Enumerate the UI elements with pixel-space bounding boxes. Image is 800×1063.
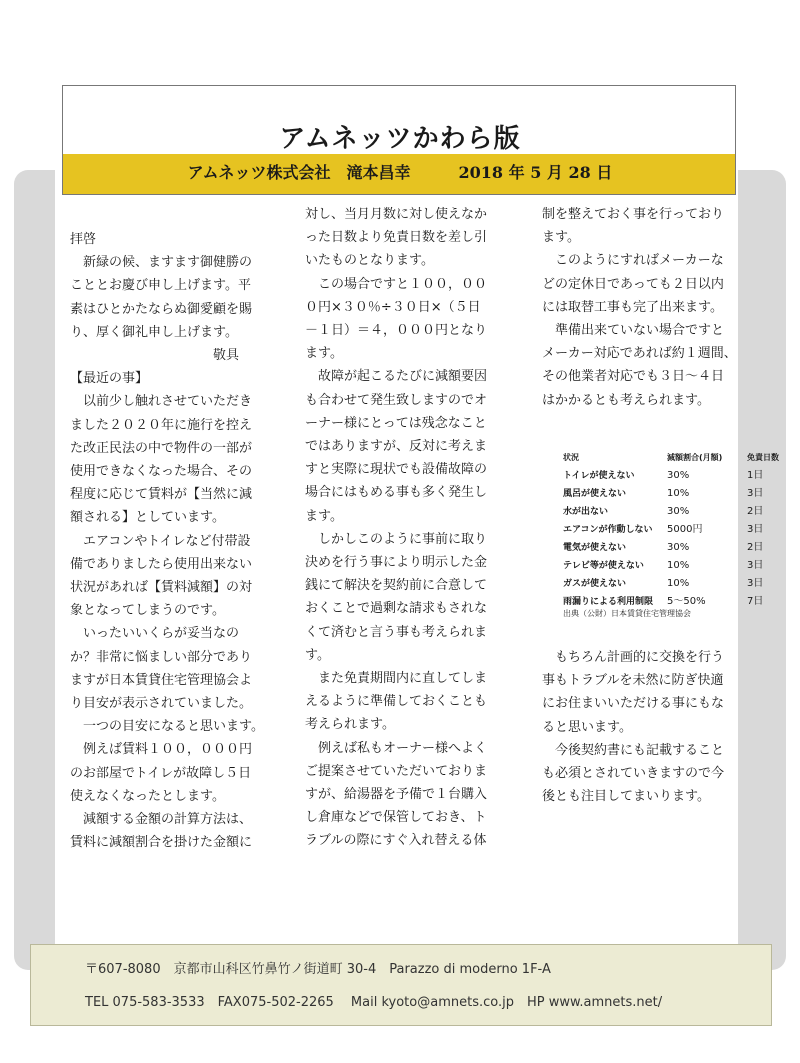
table-cell: 5～50% [667,596,706,607]
table-cell: 30% [667,506,690,517]
table-cell: 水が出ない [563,507,609,517]
text-line: も合わせて発生致しますのでオ [305,392,488,408]
newsletter-title: アムネッツかわら版 [279,124,521,154]
text-line: 以前少し触れさせていただき [70,394,253,410]
table-cell: トイレが使えない [563,471,635,481]
footer-address: 〒607-8080 京都市山科区竹鼻竹ノ街道町 30-4 Parazzo di moderno 1F-A [85,962,551,977]
table-cell: 10% [667,578,690,589]
table-cell: 30% [667,542,690,553]
text-line: 銭にて解決を契約前に合意して [305,578,488,594]
text-line: 減額する金額の計算方法は、 [70,812,253,828]
table-cell: 3日 [747,560,764,571]
text-line: 対し、当月月数に対し使えなか [305,207,488,222]
text-line: り、厚く御礼申し上げます。 [70,324,238,340]
text-line: 備でありましたら使用出来ない [70,556,253,572]
article-column-3-bottom [542,646,772,808]
table-header-situation: 状況 [563,453,579,462]
text-line: 後とも注目してまいります。 [542,789,710,805]
text-line: おくことで過剰な請求もされな [305,601,488,617]
text-line: 程度に応じて賃料が【当然に減 [70,487,253,503]
text-line: エアコンやトイレなど付帯設 [70,533,251,549]
table-cell: テレビ等が使えない [563,561,644,571]
table-cell: 2日 [747,542,764,553]
text-line: また免責期間内に直してしま [305,671,488,687]
text-line: ーナー様にとっては残念なこと [305,415,487,431]
text-line: 賃料に減額割合を掛けた金額に [70,835,253,851]
text-line: 敬具 [70,348,240,364]
article-column-1 [70,228,300,854]
text-line: 一つの目安になると思います。 [70,719,264,735]
table-header-exempt-days: 免責日数 [747,453,779,462]
text-line: こととお慶び申し上げます。平 [70,278,251,294]
text-line: しかしこのように事前に取り [305,531,488,547]
table-cell: 7日 [747,596,764,607]
text-line: このようにすればメーカーな [542,253,724,269]
table-cell: 10% [667,488,690,499]
text-line: ご提案させていただいておりま [305,763,488,779]
text-line: もちろん計画的に交換を行う [542,650,725,665]
text-line: いたものとなります。 [305,253,434,269]
table-cell: 5000円 [667,524,703,535]
byline-text: アムネッツ株式会社 滝本昌幸 2018 年 5 月 28 日 [187,163,613,182]
text-line: か？非常に悩ましい部分であり [70,649,253,665]
text-line: ます。 [542,230,580,246]
text-line: その他業者対応でも３日～４日 [542,369,725,385]
text-line: 例えば賃料１００，０００円 [70,742,253,758]
text-line: 事もトラブルを未然に防ぎ快適 [542,673,724,689]
text-line: 状況があれば【賃料減額】の対 [70,580,253,596]
text-line: 例えば私もオーナー様へよく [305,740,488,756]
text-line: った日数より免責日数を差し引 [305,230,488,246]
table-cell: 3日 [747,524,764,535]
text-line: ます。 [305,346,343,362]
text-line: 額される】としています。 [70,510,225,526]
text-line: も必須とされていきますので今 [542,766,725,782]
footer-box [30,944,772,1026]
text-line: り目安が表示されていました。 [70,696,253,712]
table-cell: 電気が使えない [563,543,627,553]
text-line: ると思います。 [542,719,632,735]
table-cell: 1日 [747,470,764,481]
table-cell: 雨漏りによる利用制限 [563,597,654,607]
text-line: にお住まいいただける事にもな [542,696,725,712]
text-line: し倉庫などで保管しておき、ト [305,810,487,826]
text-line: 拝啓 [70,232,97,247]
table-cell: 風呂が使えない [563,489,627,499]
text-line: ラブルの際にすぐ入れ替える体 [305,833,487,849]
table-cell: 30% [667,470,690,481]
text-line: す。 [305,647,330,663]
table-cell: エアコンが作動しない [563,525,653,535]
text-line: くて済むと言う事も考えられま [305,624,488,640]
text-line: 使えなくなったとします。 [70,788,225,804]
text-line: えるように準備しておくことも [305,694,488,710]
text-line: はかかるとも考えられます。 [542,392,710,408]
text-line: 考えられます。 [305,717,395,733]
text-line: すと実際に現状でも設備故障の [305,462,488,478]
article-column-2 [305,203,535,853]
text-line: すが、給湯器を予備で１台購入 [305,787,488,803]
text-line: のお部屋でトイレが故障し５日 [70,765,252,781]
text-line: には取替工事も完了出来ます。 [542,299,723,315]
text-line: この場合ですと１００，００ [305,276,488,292]
footer-contact: TEL 075-583-3533 FAX075-502-2265 Mail kyoto@amnets.co.jp HP www.amnets.net/ [85,995,663,1010]
text-line: 故障が起こるたびに減額要因 [305,369,488,385]
text-line: 新緑の候、ますます御健勝の [70,255,253,271]
article-column-3-top [542,203,772,412]
table-source: 出典（公財）日本賃貸住宅管理協会 [563,609,691,618]
text-line: どの定休日であっても２日以内 [542,276,724,292]
text-line: いったいいくらが妥当なの [70,626,240,642]
table-cell: 2日 [747,506,764,517]
text-line: 象となってしまうのです。 [70,603,225,619]
text-line: ました２０２０年に施行を控え [70,417,253,433]
text-line: ではありますが、反対に考えま [305,439,488,455]
text-line: 【最近の事】 [70,371,149,387]
text-line: 今後契約書にも記載すること [542,742,725,758]
text-line: 制を整えておく事を行っており [542,207,725,222]
text-line: －１日）＝４，０００円となり [305,323,488,339]
table-cell: 3日 [747,578,764,589]
table-cell: ガスが使えない [563,579,627,589]
text-line: ますが日本賃貸住宅管理協会よ [70,672,253,688]
text-line: 使用できなくなった場合、その [70,464,253,480]
text-line: 決めを行う事により明示した金 [305,555,488,571]
text-line: メーカー対応であれば約１週間、 [542,346,737,362]
text-line: た改正民法の中で物件の一部が [70,440,253,456]
text-line: 場合にはもめる事も多く発生し [305,485,488,501]
table-cell: 3日 [747,488,764,499]
text-line: ０円×３０％÷３０日×（５日 [305,299,481,315]
table-cell: 10% [667,560,690,571]
table-header-rate: 減額割合(月額) [667,453,723,462]
text-line: ます。 [305,508,343,524]
text-line: 準備出来ていない場合ですと [542,323,725,339]
text-line: 素はひとかたならぬ御愛顧を賜 [70,301,253,317]
